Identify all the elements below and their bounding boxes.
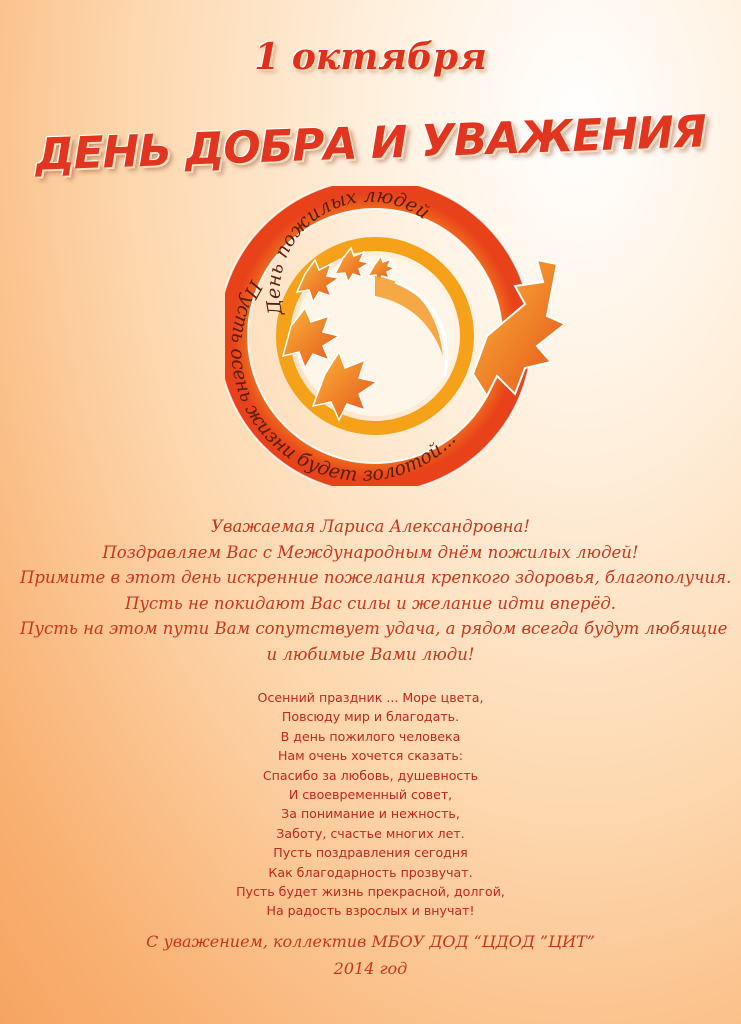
signature [0,928,741,982]
greeting-letter [20,514,732,667]
letter-line: Пусть на этом пути Вам сопутствует удача, а рядом всегда будут любящие [20,619,728,638]
poem-line: Осенний праздник ... Море цвета, [257,690,484,705]
letter-line: Примите в этот день искренние пожелания крепкого здоровья, благополучия. [20,568,732,587]
emblem-bottom-text: Пусть осень жизни будет золотой... [226,276,461,486]
signature-year: 2014 год [333,959,408,978]
poem-line: За понимание и нежность, [281,806,460,822]
letter-line: и любимые Вами люди! [266,644,475,664]
poem-line: На радость взрослых и внучат! [266,903,475,919]
poem-line: Пусть будет жизнь прекрасной, долгой, [236,884,505,900]
poem-line: Пусть поздравления сегодня [273,845,468,861]
poem-line: Повсюду мир и благодать. [281,709,460,725]
poem-line: Спасибо за любовь, душевность [262,767,479,783]
poem-line: Заботу, счастье многих лет. [276,825,465,841]
letter-line: Уважаемая Лариса Александровна! [211,517,530,536]
date-heading: 1 октября [254,36,487,78]
letter-line: Поздравляем Вас с Международным днём пожилых людей! [102,542,639,562]
emblem-top-text: День пожилых людей [262,186,434,317]
letter-line: Пусть не покидают Вас силы и желание идти вперёд. [124,593,617,613]
poem-line: В день пожилого человека [280,728,461,744]
poem-line: Как благодарность прозвучат. [268,864,473,880]
poem-line: И своевременный совет, [288,787,453,803]
page-title: ДЕНЬ ДОБРА И УВАЖЕНИЯ [34,106,707,181]
poem-line: Нам очень хочется сказать: [277,748,464,764]
poem [0,688,741,921]
signature-line: С уважением, коллектив МБОУ ДОД “ЦДОД ”ЦИТ” [146,932,595,951]
autumn-emblem [225,186,565,486]
